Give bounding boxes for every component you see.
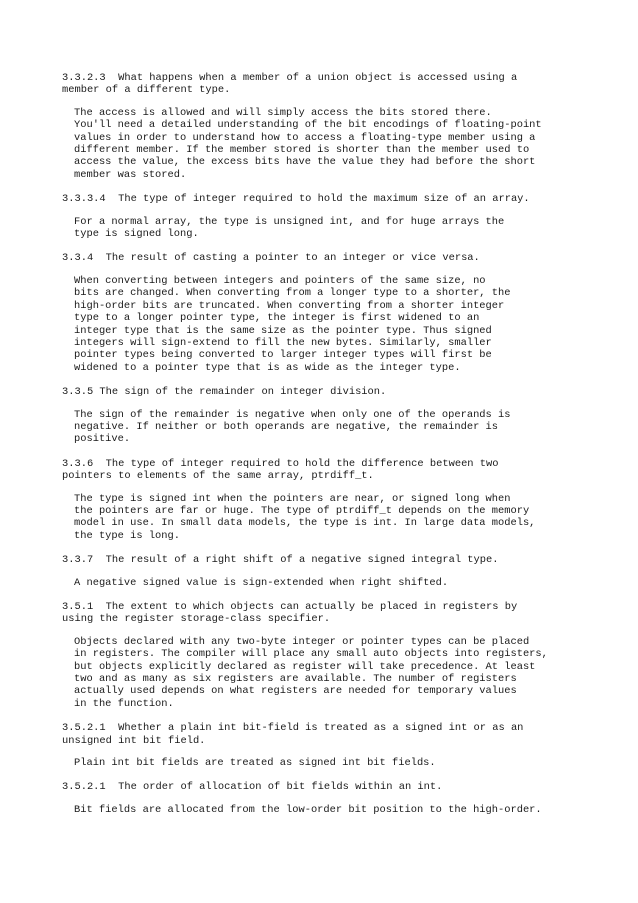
section-plain-int-bitfield xyxy=(62,722,572,769)
section-array-size-type xyxy=(62,193,572,240)
section-heading: 3.5.2.1 The order of allocation of bit fields within an int. xyxy=(62,781,443,794)
section-right-shift xyxy=(62,554,572,589)
section-body: The sign of the remainder is negative when only one of the operands is negative. If neither or both operands are negative, the remainder is positive. xyxy=(74,408,511,446)
section-body: For a normal array, the type is unsigned int, and for huge arrays the type is signed long. xyxy=(74,215,505,241)
section-heading: 3.5.2.1 Whether a plain int bit-field is treated as a signed int or as an unsigned int bit field. xyxy=(62,722,524,747)
section-pointer-integer-cast xyxy=(62,252,572,374)
section-remainder-sign xyxy=(62,386,572,446)
section-heading: 3.3.6 The type of integer required to hold the difference between two pointers to elements of the same array, ptrdiff_t. xyxy=(62,457,499,483)
section-heading: 3.3.2.3 What happens when a member of a union object is accessed using a member of a different type. xyxy=(62,72,518,97)
section-body: Plain int bit fields are treated as signed int bit fields. xyxy=(74,757,436,770)
section-heading: 3.3.7 The result of a right shift of a negative signed integral type. xyxy=(62,554,499,567)
section-heading: 3.5.1 The extent to which objects can actually be placed in registers by using the register storage-class specifier. xyxy=(62,601,518,626)
section-heading: 3.3.4 The result of casting a pointer to an integer or vice versa. xyxy=(62,252,480,265)
section-body: Bit fields are allocated from the low-order bit position to the high-order. xyxy=(74,803,542,816)
document-content xyxy=(62,72,572,828)
section-heading: 3.3.5 The sign of the remainder on integer division. xyxy=(62,386,387,399)
section-body: When converting between integers and pointers of the same size, no bits are changed. When converting from a longer type to a shorter, the high-order bits are truncated. When converting from a shorter integer type to a longer pointer type, the integer is first widened to an integer type that is the same size as the pointer type. Thus signed integers will sign-extend to fill the new bytes. Similarly, smaller pointer types being converted to larger integer types will first be widened to a pointer type that is as wide as the integer type. xyxy=(74,274,511,374)
section-register-storage xyxy=(62,601,572,710)
section-bitfield-allocation xyxy=(62,781,572,816)
section-body: The access is allowed and will simply access the bits stored there. You'll need a detailed understanding of the bit encodings of floating-point values in order to understand how to access a floating-type member using a different member. If the member stored is shorter than the member used to access the value, the excess bits have the value they had before the short member was stored. xyxy=(74,106,542,181)
section-union-member-access xyxy=(62,72,572,181)
section-body: The type is signed int when the pointers are near, or signed long when the pointers are far or huge. The type of ptrdiff_t depends on the memory model in use. In small data models, the type is int. In large data models, the type is long. xyxy=(74,492,536,542)
section-body: A negative signed value is sign-extended when right shifted. xyxy=(74,576,449,589)
section-ptrdiff-type xyxy=(62,458,572,542)
section-heading: 3.3.3.4 The type of integer required to hold the maximum size of an array. xyxy=(62,193,530,206)
section-body: Objects declared with any two-byte integer or pointer types can be placed in registers. The compiler will place any small auto objects into registers, but objects explicitly declared as register will take precedence. At least two and as many as six registers are available. The number of registers actually used depends on what registers are needed for temporary values in the function. xyxy=(74,635,548,710)
